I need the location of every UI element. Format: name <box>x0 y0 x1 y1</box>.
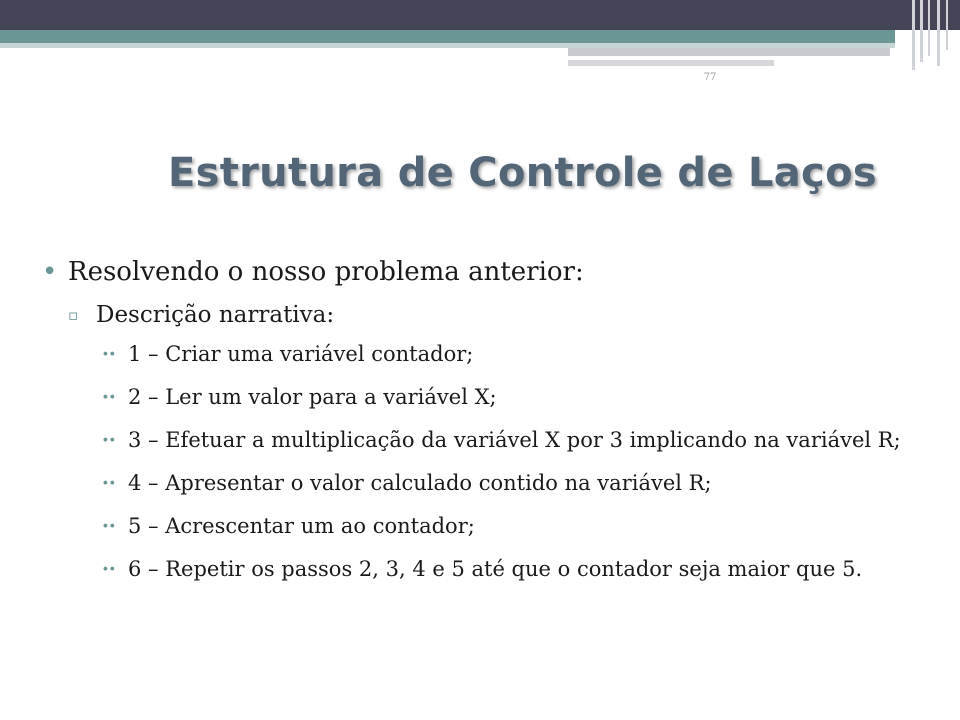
list-item <box>40 555 940 583</box>
list-item <box>40 340 940 368</box>
step-text: 4 – Apresentar o valor calculado contido na variável R; <box>128 471 712 495</box>
decor-stripe <box>568 60 774 66</box>
decor-vertical-lines <box>910 0 960 70</box>
bullet-text: Descrição narrativa: <box>96 302 335 328</box>
bullet-text: Resolvendo o nosso problema anterior: <box>68 257 584 287</box>
decor-stripe <box>568 48 890 56</box>
page-number: 77 <box>703 72 717 83</box>
round-bullet-icon: • <box>42 257 58 287</box>
header-band-dark <box>0 0 960 30</box>
square-bullet-icon: ▫ <box>68 306 79 324</box>
step-text: 2 – Ler um valor para a variável X; <box>128 385 497 409</box>
diamond-bullet-icon: ∙∙ <box>102 518 116 534</box>
slide-content <box>40 252 940 598</box>
bullet-level-2 <box>40 298 940 332</box>
list-item <box>40 512 940 540</box>
list-item <box>40 426 940 454</box>
slide-title: Estrutura de Controle de Laços <box>168 150 877 196</box>
diamond-bullet-icon: ∙∙ <box>102 561 116 577</box>
list-item <box>40 383 940 411</box>
diamond-bullet-icon: ∙∙ <box>102 346 116 362</box>
step-text: 1 – Criar uma variável contador; <box>128 342 474 366</box>
step-text: 5 – Acrescentar um ao contador; <box>128 514 475 538</box>
header-band-teal <box>0 30 895 43</box>
bullet-level-1 <box>40 252 940 292</box>
diamond-bullet-icon: ∙∙ <box>102 475 116 491</box>
step-text: 6 – Repetir os passos 2, 3, 4 e 5 até que o contador seja maior que 5. <box>128 557 863 581</box>
diamond-bullet-icon: ∙∙ <box>102 389 116 405</box>
step-text: 3 – Efetuar a multiplicação da variável X por 3 implicando na variável R; <box>128 428 901 452</box>
steps-list <box>40 340 940 583</box>
diamond-bullet-icon: ∙∙ <box>102 432 116 448</box>
list-item <box>40 469 940 497</box>
